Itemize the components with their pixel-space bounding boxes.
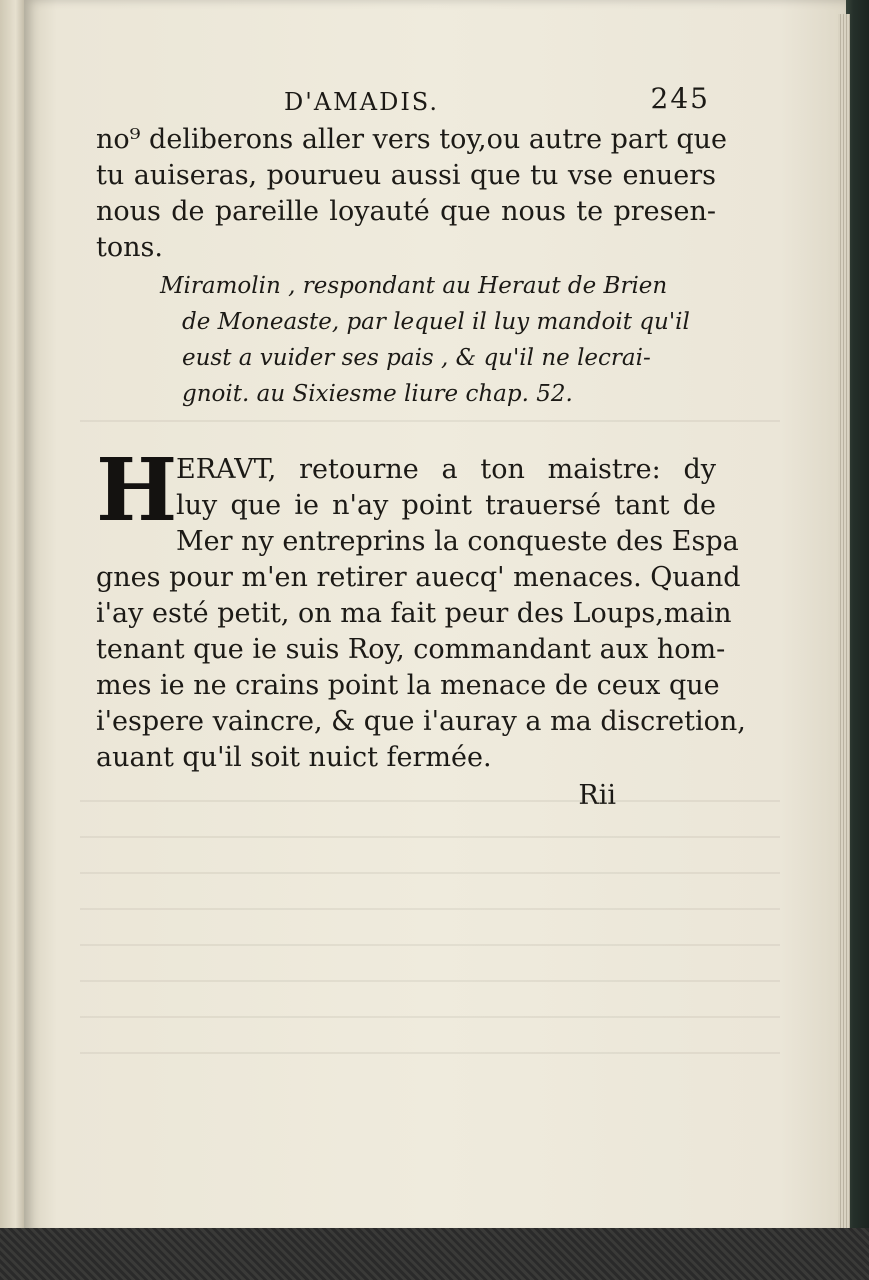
text-line: i'ay esté petit, on ma fait peur des Loups,main <box>96 598 732 629</box>
drop-cap: H <box>96 440 178 541</box>
text-block <box>96 78 746 814</box>
running-head <box>96 78 716 122</box>
signature-mark: Rii <box>578 780 616 811</box>
text-line: no⁹ deliberons aller vers toy,ou autre part que <box>96 124 728 155</box>
scan-background <box>0 1228 869 1280</box>
facing-page-edge <box>0 0 26 1240</box>
text-line: gnes pour m'en retirer auecq' menaces. Quand <box>96 562 741 593</box>
text-line: ERAVT, retourne a ton maistre: dy <box>176 454 716 485</box>
opening-paragraph <box>96 122 728 266</box>
text-line: luy que ie n'ay point trauersé tant de <box>176 490 716 521</box>
speech-paragraph <box>96 440 746 776</box>
text-line: tons. <box>96 232 163 263</box>
section-rubric <box>96 268 716 412</box>
text-line: Mer ny entreprins la conqueste des Espa <box>176 526 739 557</box>
text-line: mes ie ne crains point la menace de ceux que <box>96 670 720 701</box>
text-line: i'espere vaincre, & que i'auray a ma discretion, <box>96 706 746 737</box>
text-line: tenant que ie suis Roy, commandant aux hom- <box>96 634 726 665</box>
rubric-line: Miramolin , respondant au Heraut de Brien <box>160 273 668 299</box>
page-number: 245 <box>650 82 710 115</box>
rubric-line: gnoit. au Sixiesme liure chap. 52. <box>182 381 573 407</box>
page-stack-edges <box>838 14 850 1236</box>
rubric-line: eust a vuider ses pais , & qu'il ne lecrai- <box>182 345 651 371</box>
text-line: nous de pareille loyauté que nous te presen- <box>96 196 716 227</box>
rubric-line: de Moneaste, par lequel il luy mandoit qu'il <box>182 309 690 335</box>
text-line: tu auiseras, pourueu aussi que tu vse enuers <box>96 160 716 191</box>
text-line: auant qu'il soit nuict fermée. <box>96 742 492 773</box>
running-title: D'AMADIS. <box>284 88 440 116</box>
